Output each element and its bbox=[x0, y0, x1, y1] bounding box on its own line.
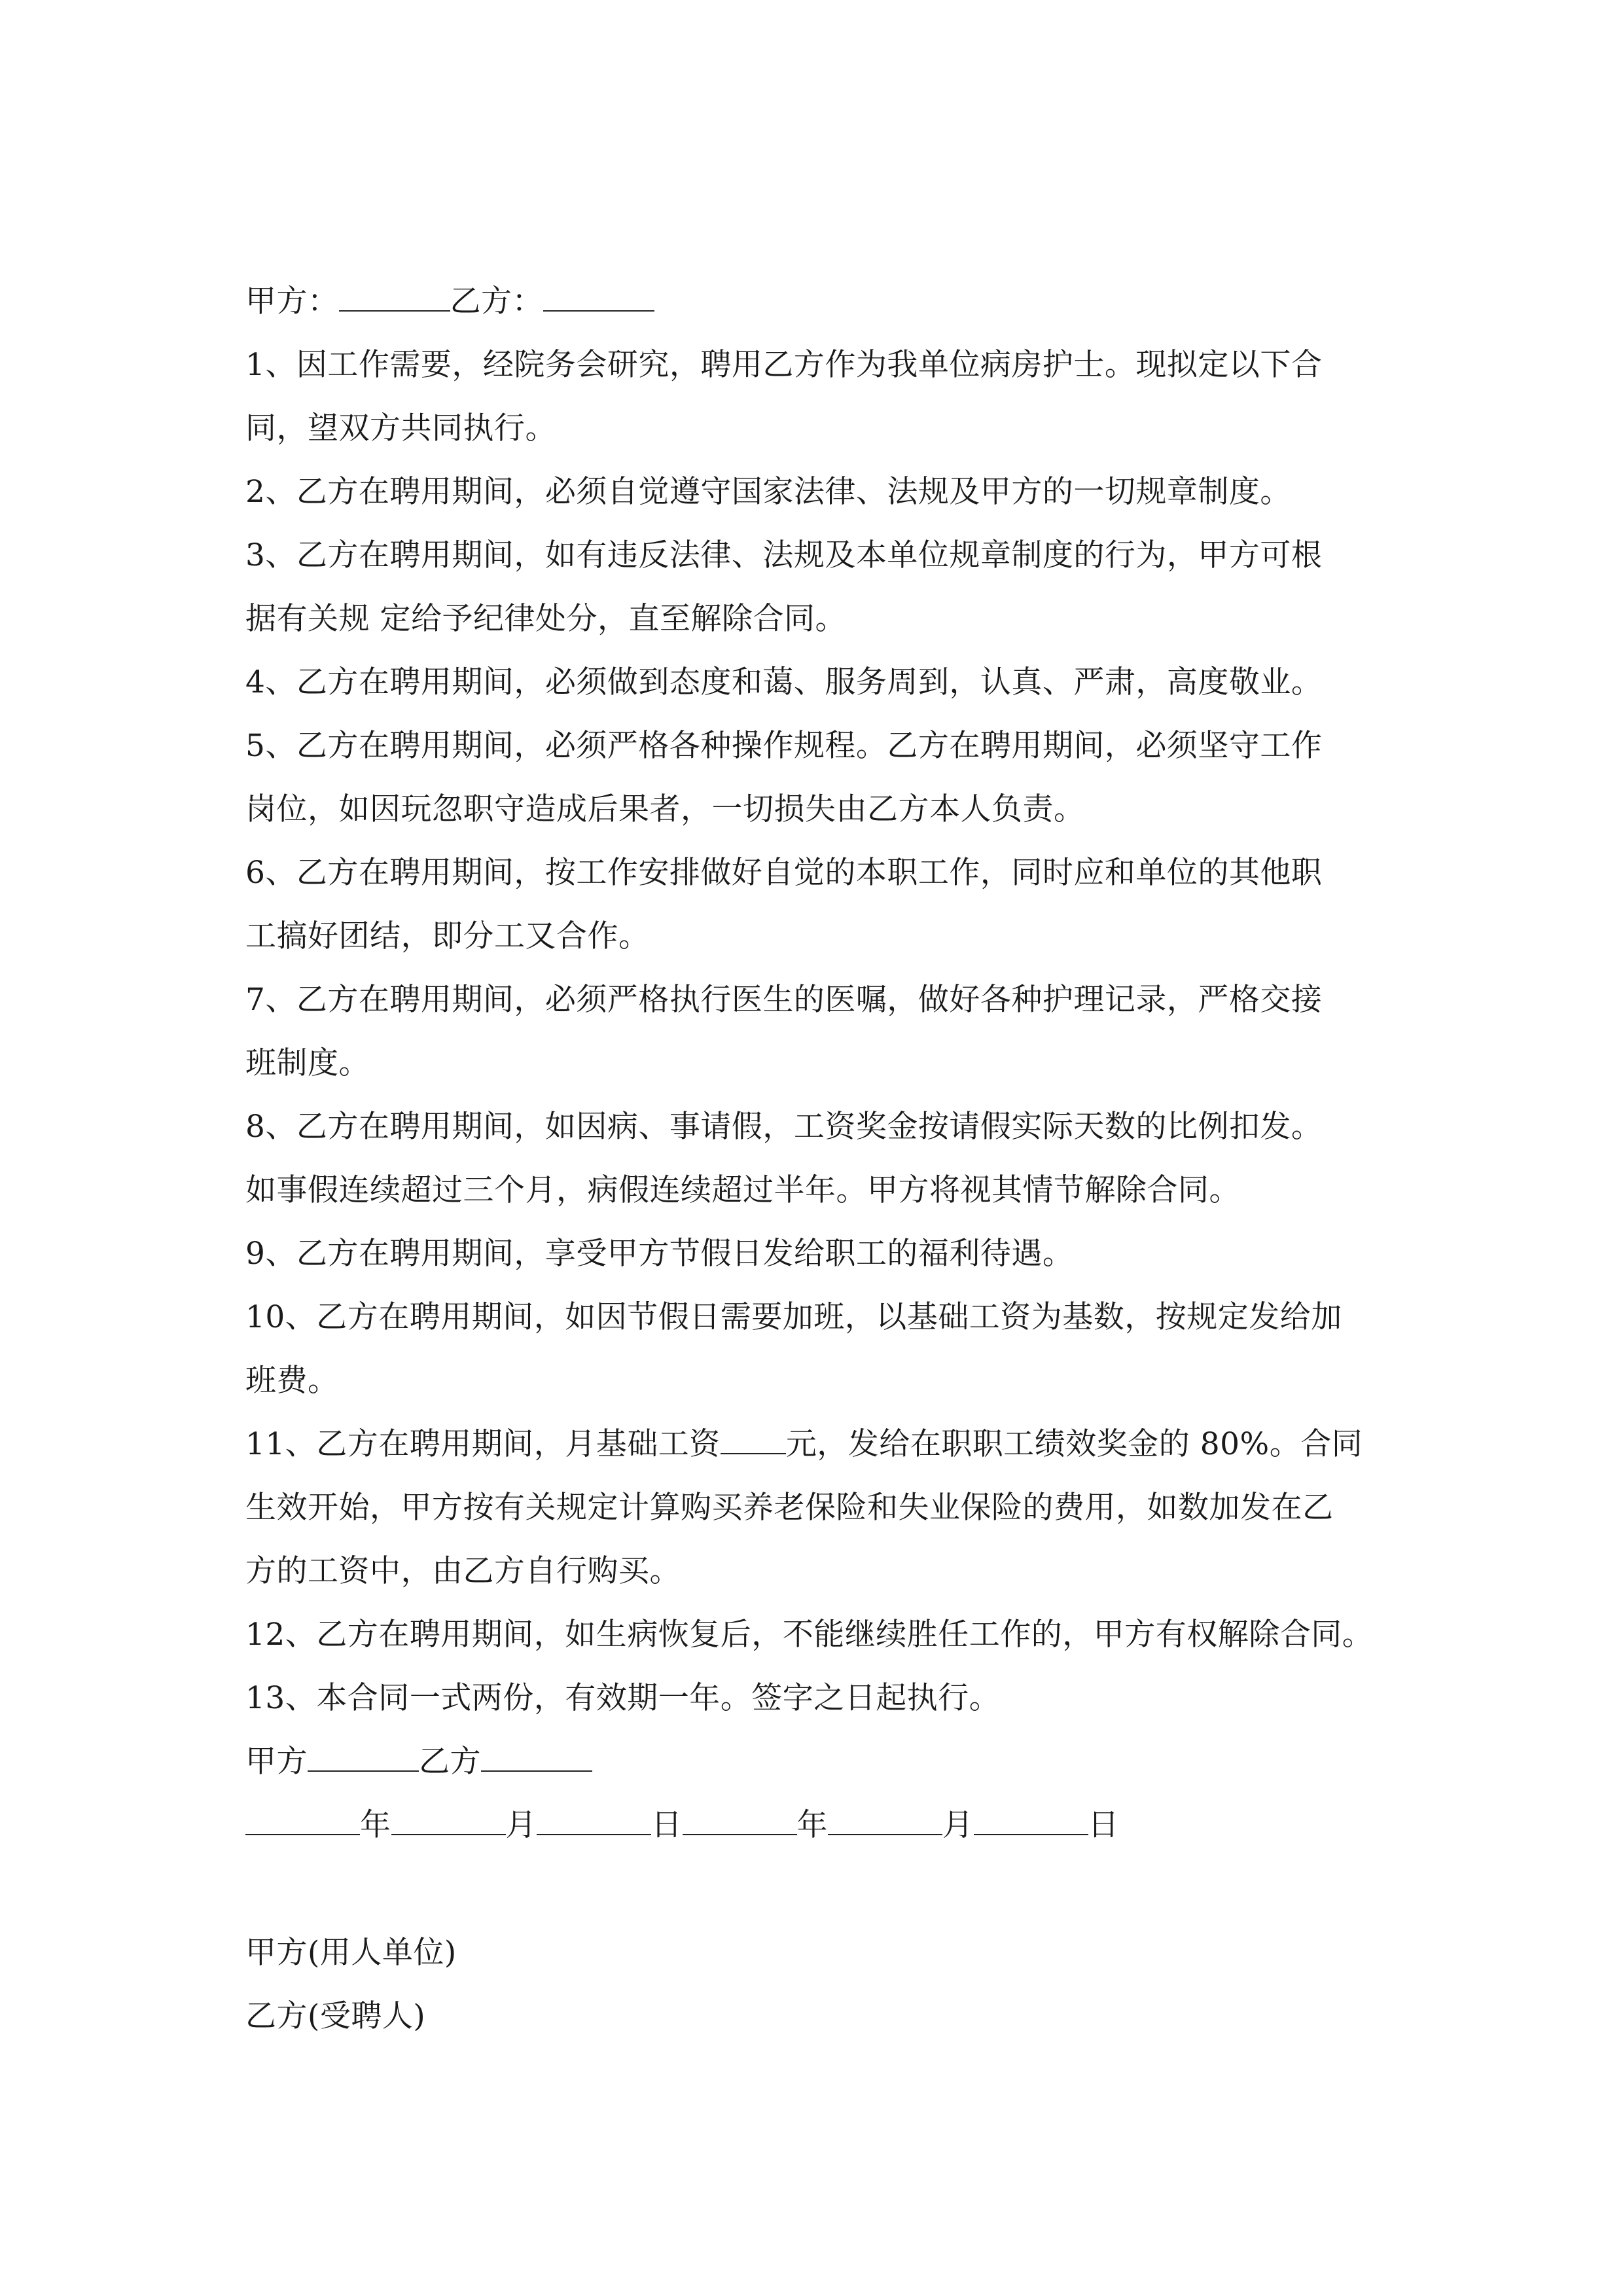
clause-11 bbox=[245, 1412, 1384, 1603]
date-a-day-blank[interactable] bbox=[537, 1797, 651, 1835]
date-b-day-blank[interactable] bbox=[974, 1797, 1088, 1835]
clause-7 bbox=[245, 968, 1384, 1095]
parties-header bbox=[245, 270, 1384, 333]
clause-line bbox=[245, 1412, 1384, 1476]
year-label: 年 bbox=[360, 1807, 391, 1843]
clause-11-text-after: 元，发给在职职工绩效奖金的 80%。合同 bbox=[785, 1426, 1363, 1462]
clause-line: 3、乙方在聘用期间，如有违反法律、法规及本单位规章制度的行为，甲方可根 bbox=[245, 537, 1323, 573]
date-a-year-blank[interactable] bbox=[245, 1797, 360, 1835]
signature-party-a-label: 甲方 bbox=[245, 1744, 308, 1780]
clause-line: 6、乙方在聘用期间，按工作安排做好自觉的本职工作，同时应和单位的其他职 bbox=[245, 855, 1323, 891]
footer-employee: 乙方(受聘人) bbox=[245, 1998, 426, 2034]
clause-line: 生效开始，甲方按有关规定计算购买养老保险和失业保险的费用，如数加发在乙 bbox=[245, 1490, 1334, 1526]
clause-line: 9、乙方在聘用期间，享受甲方节假日发给职工的福利待遇。 bbox=[245, 1236, 1074, 1272]
clause-line: 班费。 bbox=[245, 1363, 339, 1399]
signature-line bbox=[245, 1730, 1384, 1793]
date-b-year-blank[interactable] bbox=[683, 1797, 797, 1835]
clause-line: 工搞好团结，即分工又合作。 bbox=[245, 918, 650, 954]
clause-13 bbox=[245, 1666, 1384, 1730]
signature-party-b-label: 乙方 bbox=[419, 1744, 481, 1780]
spacer bbox=[245, 1857, 1384, 1921]
clause-5 bbox=[245, 714, 1384, 841]
clause-2 bbox=[245, 460, 1384, 524]
clause-12 bbox=[245, 1603, 1384, 1666]
month-label: 月 bbox=[942, 1807, 974, 1843]
clause-4 bbox=[245, 651, 1384, 714]
party-b-label: 乙方： bbox=[450, 283, 543, 319]
date-a-month-blank[interactable] bbox=[391, 1797, 506, 1835]
clause-line: 10、乙方在聘用期间，如因节假日需要加班，以基础工资为基数，按规定发给加 bbox=[245, 1299, 1342, 1335]
clause-line: 班制度。 bbox=[245, 1045, 370, 1081]
clause-line: 5、乙方在聘用期间，必须严格各种操作规程。乙方在聘用期间，必须坚守工作 bbox=[245, 728, 1323, 764]
date-line bbox=[245, 1793, 1384, 1857]
clause-line: 8、乙方在聘用期间，如因病、事请假，工资奖金按请假实际天数的比例扣发。 bbox=[245, 1109, 1323, 1145]
party-a-label: 甲方： bbox=[245, 283, 339, 319]
contract-body bbox=[245, 270, 1384, 2048]
clause-line: 12、乙方在聘用期间，如生病恢复后，不能继续胜任工作的，甲方有权解除合同。 bbox=[245, 1617, 1374, 1653]
party-a-blank[interactable] bbox=[339, 274, 450, 312]
clause-line: 7、乙方在聘用期间，必须严格执行医生的医嘱，做好各种护理记录，严格交接 bbox=[245, 982, 1323, 1018]
clause-line: 2、乙方在聘用期间，必须自觉遵守国家法律、法规及甲方的一切规章制度。 bbox=[245, 474, 1291, 510]
clause-line: 同，望双方共同执行。 bbox=[245, 410, 556, 446]
clause-line: 1、因工作需要，经院务会研究，聘用乙方作为我单位病房护士。现拟定以下合 bbox=[245, 347, 1323, 383]
salary-blank[interactable] bbox=[721, 1416, 786, 1454]
clause-line: 岗位，如因玩忽职守造成后果者，一切损失由乙方本人负责。 bbox=[245, 791, 1085, 827]
year-label: 年 bbox=[796, 1807, 828, 1843]
signature-party-b-blank[interactable] bbox=[481, 1734, 592, 1772]
clause-9 bbox=[245, 1222, 1384, 1285]
footer-employer: 甲方(用人单位) bbox=[245, 1935, 457, 1971]
clause-3 bbox=[245, 524, 1384, 651]
signature-party-a-blank[interactable] bbox=[308, 1734, 419, 1772]
clause-8 bbox=[245, 1095, 1384, 1222]
day-label: 日 bbox=[651, 1807, 683, 1843]
clause-6 bbox=[245, 841, 1384, 968]
clause-line: 4、乙方在聘用期间，必须做到态度和蔼、服务周到，认真、严肃，高度敬业。 bbox=[245, 664, 1323, 700]
clause-10 bbox=[245, 1285, 1384, 1412]
clause-line: 如事假连续超过三个月，病假连续超过半年。甲方将视其情节解除合同。 bbox=[245, 1172, 1240, 1208]
clause-line: 方的工资中，由乙方自行购买。 bbox=[245, 1553, 681, 1589]
clause-line: 13、本合同一式两份，有效期一年。签字之日起执行。 bbox=[245, 1680, 1001, 1716]
party-b-blank[interactable] bbox=[543, 274, 654, 312]
day-label: 日 bbox=[1088, 1807, 1119, 1843]
clause-11-text-before: 11、乙方在聘用期间，月基础工资 bbox=[245, 1426, 721, 1462]
clause-1 bbox=[245, 333, 1384, 460]
date-b-month-blank[interactable] bbox=[828, 1797, 942, 1835]
month-label: 月 bbox=[505, 1807, 537, 1843]
clause-line: 据有关规 定给予纪律处分，直至解除合同。 bbox=[245, 601, 846, 637]
